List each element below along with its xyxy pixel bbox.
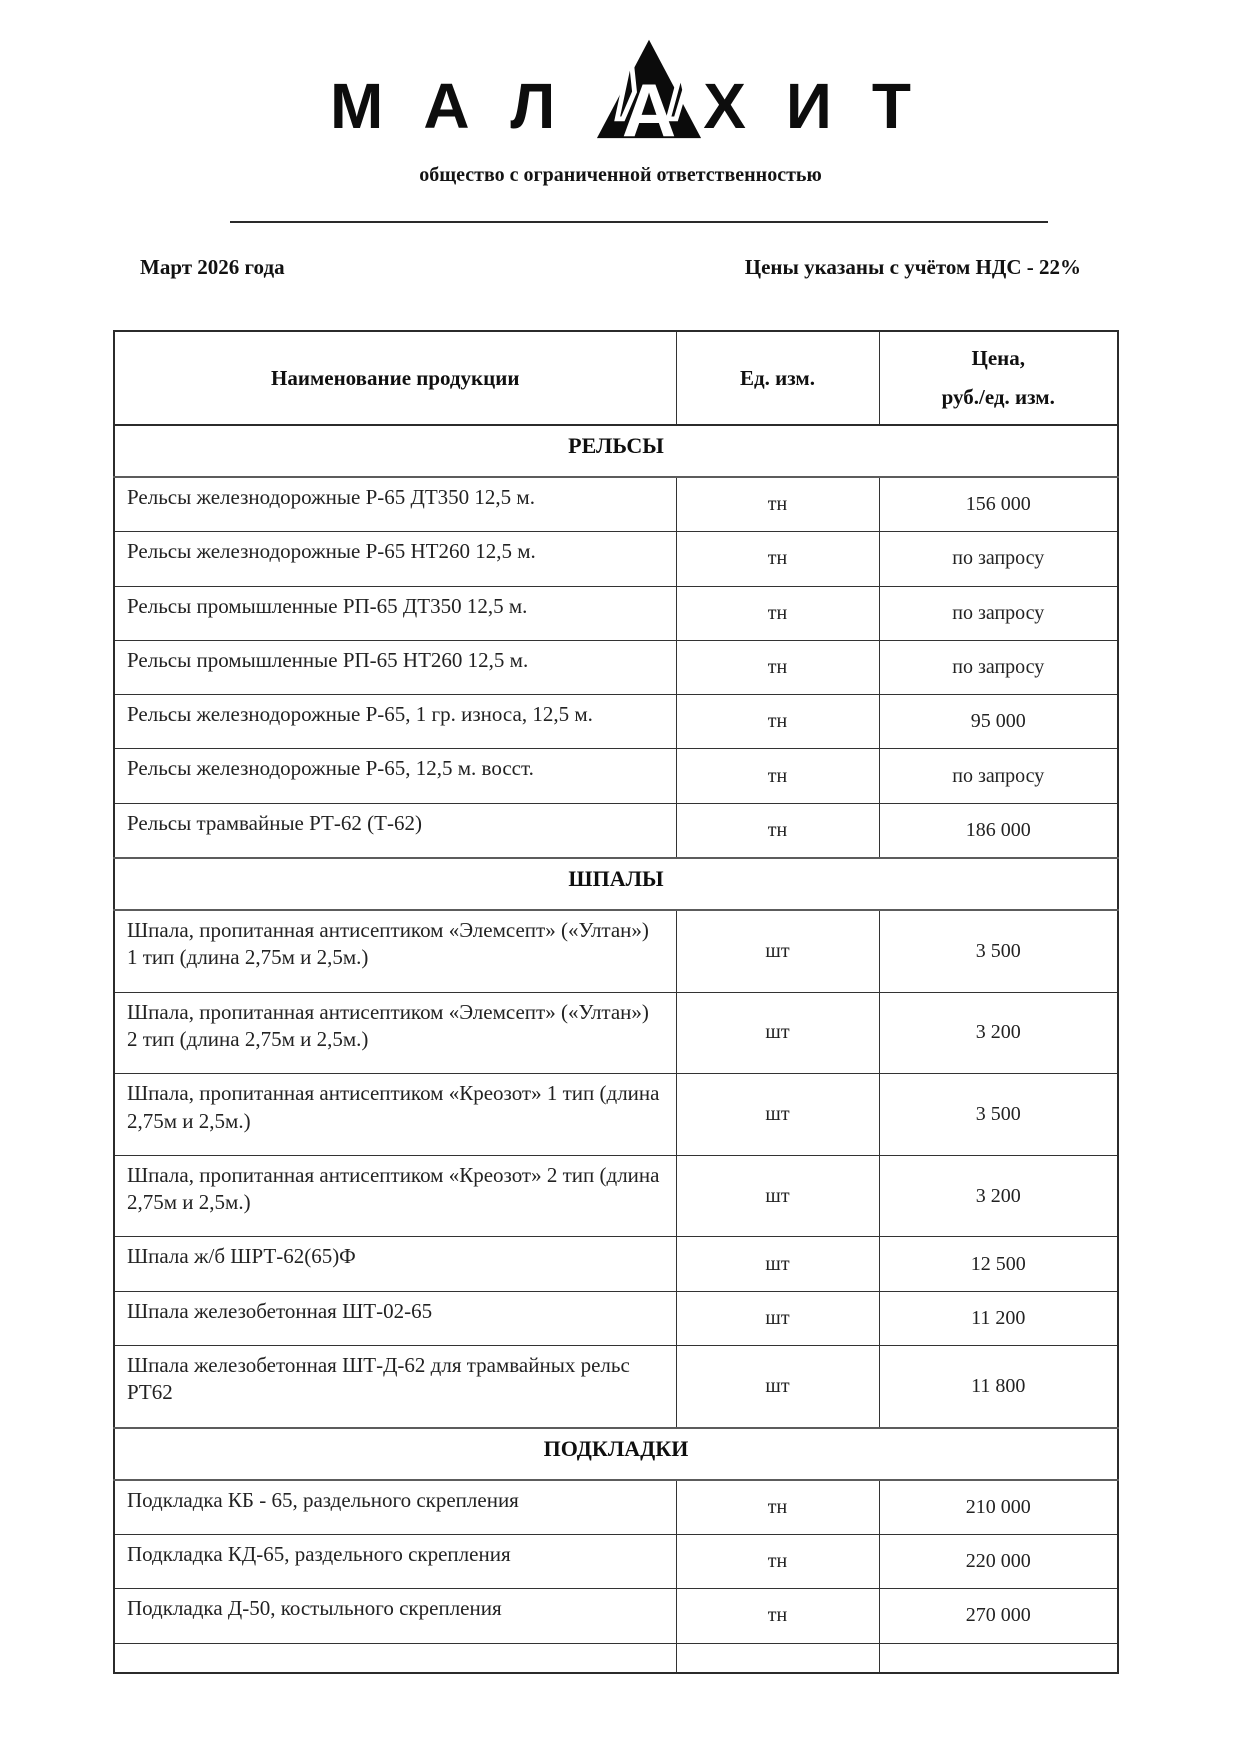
cell-name: Шпала, пропитанная антисептиком «Элемсепт» («Ултан») 2 тип (длина 2,75м и 2,5м.) bbox=[114, 992, 676, 1074]
cell-name: Шпала ж/б ШРТ-62(65)Ф bbox=[114, 1237, 676, 1291]
cell-price: по запросу bbox=[879, 749, 1118, 803]
cell-unit: тн bbox=[676, 749, 879, 803]
column-header-price bbox=[879, 331, 1118, 425]
column-header-product: Наименование продукции bbox=[114, 331, 676, 425]
cell-price: 186 000 bbox=[879, 803, 1118, 858]
cell-unit: шт bbox=[676, 1074, 879, 1156]
price-table bbox=[113, 330, 1119, 1674]
cell-price: 3 500 bbox=[879, 910, 1118, 992]
table-row bbox=[114, 1589, 1118, 1643]
logo-wordmark bbox=[330, 34, 951, 142]
section-row bbox=[114, 858, 1118, 910]
cell-price: 3 200 bbox=[879, 1155, 1118, 1237]
column-header-price-line1: Цена, bbox=[971, 346, 1025, 370]
logo-text-left: МАЛ bbox=[330, 70, 596, 142]
cell-name: Рельсы железнодорожные Р-65 НТ260 12,5 м. bbox=[114, 532, 676, 586]
logo-text-right: ХИТ bbox=[703, 70, 951, 142]
table-row bbox=[114, 992, 1118, 1074]
cell-unit: тн bbox=[676, 695, 879, 749]
cell-price: 210 000 bbox=[879, 1480, 1118, 1535]
price-list-date: Март 2026 года bbox=[140, 255, 285, 279]
cell-price: 3 200 bbox=[879, 992, 1118, 1074]
cell-name: Рельсы трамвайные РТ-62 (Т-62) bbox=[114, 803, 676, 858]
cell-name: Шпала, пропитанная антисептиком «Креозот» 2 тип (длина 2,75м и 2,5м.) bbox=[114, 1155, 676, 1237]
table-row bbox=[114, 1534, 1118, 1588]
cell-unit: тн bbox=[676, 477, 879, 532]
table-row bbox=[114, 477, 1118, 532]
header-divider bbox=[230, 221, 1048, 223]
cell-unit: шт bbox=[676, 1291, 879, 1345]
section-title: ПОДКЛАДКИ bbox=[114, 1428, 1118, 1480]
table-row bbox=[114, 695, 1118, 749]
cell-name: Шпала, пропитанная антисептиком «Элемсепт» («Ултан») 1 тип (длина 2,75м и 2,5м.) bbox=[114, 910, 676, 992]
logo-triangle-a-icon bbox=[591, 34, 707, 142]
company-subtitle: общество с ограниченной ответственностью bbox=[419, 164, 822, 186]
cell-unit: шт bbox=[676, 992, 879, 1074]
cell-unit: шт bbox=[676, 910, 879, 992]
cell-name: Рельсы железнодорожные Р-65, 1 гр. износа, 12,5 м. bbox=[114, 695, 676, 749]
price-table-header bbox=[114, 331, 1118, 425]
cell-price: 270 000 bbox=[879, 1589, 1118, 1643]
cell-unit: тн bbox=[676, 803, 879, 858]
column-header-unit: Ед. изм. bbox=[676, 331, 879, 425]
logo-letter-a: А bbox=[622, 68, 677, 142]
cell-price: 12 500 bbox=[879, 1237, 1118, 1291]
price-table-body bbox=[114, 425, 1118, 1673]
cell-name: Шпала железобетонная ШТ-02-65 bbox=[114, 1291, 676, 1345]
cell-unit: тн bbox=[676, 1589, 879, 1643]
cell-price: 3 500 bbox=[879, 1074, 1118, 1156]
cell-name: Подкладка КБ - 65, раздельного скрепления bbox=[114, 1480, 676, 1535]
table-row bbox=[114, 640, 1118, 694]
cell-price: по запросу bbox=[879, 532, 1118, 586]
section-title: РЕЛЬСЫ bbox=[114, 425, 1118, 477]
table-row bbox=[114, 1291, 1118, 1345]
cell-price: 11 800 bbox=[879, 1346, 1118, 1428]
company-logo bbox=[0, 34, 1241, 142]
table-row bbox=[114, 586, 1118, 640]
table-row bbox=[114, 1346, 1118, 1428]
section-row bbox=[114, 1428, 1118, 1480]
table-row bbox=[114, 1643, 1118, 1673]
cell-unit: тн bbox=[676, 1534, 879, 1588]
table-row bbox=[114, 1155, 1118, 1237]
cell-unit bbox=[676, 1643, 879, 1673]
section-row bbox=[114, 425, 1118, 477]
cell-price: 11 200 bbox=[879, 1291, 1118, 1345]
section-title: ШПАЛЫ bbox=[114, 858, 1118, 910]
column-header-price-line2: руб./ед. изм. bbox=[941, 385, 1055, 409]
cell-name: Подкладка КД-65, раздельного скрепления bbox=[114, 1534, 676, 1588]
cell-price bbox=[879, 1643, 1118, 1673]
table-row bbox=[114, 1237, 1118, 1291]
cell-name: Шпала, пропитанная антисептиком «Креозот» 1 тип (длина 2,75м и 2,5м.) bbox=[114, 1074, 676, 1156]
table-row bbox=[114, 749, 1118, 803]
table-row bbox=[114, 1480, 1118, 1535]
table-row bbox=[114, 532, 1118, 586]
cell-price: 156 000 bbox=[879, 477, 1118, 532]
cell-name bbox=[114, 1643, 676, 1673]
cell-name: Рельсы промышленные РП-65 ДТ350 12,5 м. bbox=[114, 586, 676, 640]
cell-name: Рельсы железнодорожные Р-65, 12,5 м. восст. bbox=[114, 749, 676, 803]
cell-price: по запросу bbox=[879, 586, 1118, 640]
cell-unit: тн bbox=[676, 1480, 879, 1535]
cell-unit: тн bbox=[676, 532, 879, 586]
meta-row bbox=[0, 255, 1241, 280]
cell-name: Шпала железобетонная ШТ-Д-62 для трамвайных рельс РТ62 bbox=[114, 1346, 676, 1428]
cell-unit: тн bbox=[676, 586, 879, 640]
cell-name: Рельсы промышленные РП-65 НТ260 12,5 м. bbox=[114, 640, 676, 694]
cell-unit: шт bbox=[676, 1237, 879, 1291]
cell-price: 220 000 bbox=[879, 1534, 1118, 1588]
cell-price: по запросу bbox=[879, 640, 1118, 694]
cell-unit: шт bbox=[676, 1155, 879, 1237]
table-row bbox=[114, 1074, 1118, 1156]
cell-unit: тн bbox=[676, 640, 879, 694]
header-row bbox=[114, 331, 1118, 425]
cell-unit: шт bbox=[676, 1346, 879, 1428]
table-row bbox=[114, 803, 1118, 858]
cell-name: Подкладка Д-50, костыльного скрепления bbox=[114, 1589, 676, 1643]
cell-price: 95 000 bbox=[879, 695, 1118, 749]
cell-name: Рельсы железнодорожные Р-65 ДТ350 12,5 м. bbox=[114, 477, 676, 532]
vat-note: Цены указаны с учётом НДС - 22% bbox=[744, 255, 1081, 279]
table-row bbox=[114, 910, 1118, 992]
